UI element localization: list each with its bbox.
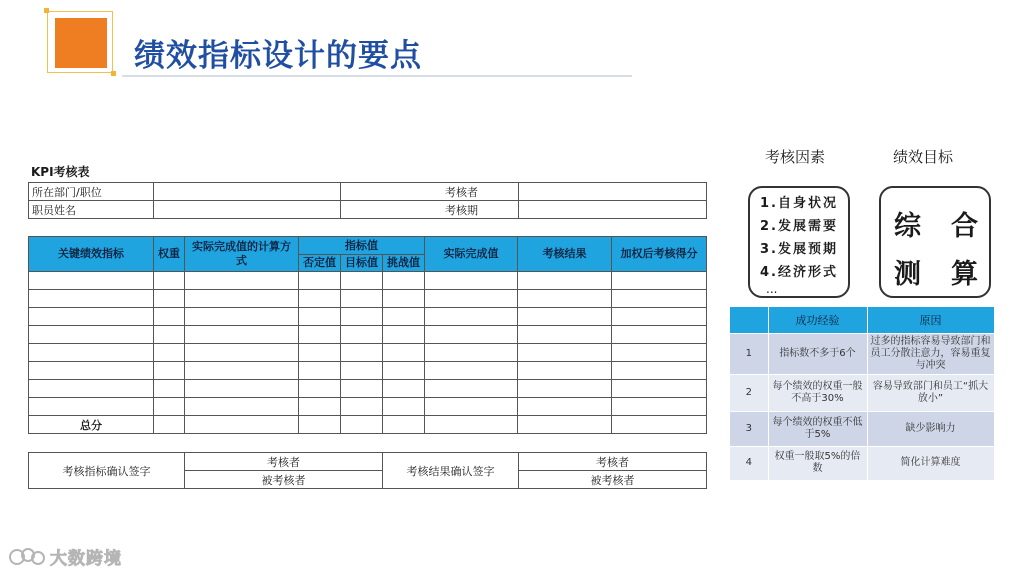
exp-experience: 权重一般取5%的倍数 [768, 446, 867, 480]
kpi-cell[interactable] [185, 308, 299, 326]
kpi-cell[interactable] [518, 380, 612, 398]
assessee-signature-field[interactable]: 被考核者 [519, 471, 707, 489]
assessor-signature-field[interactable]: 考核者 [519, 453, 707, 471]
kpi-cell[interactable] [383, 272, 425, 290]
exp-header-reason: 原因 [867, 307, 994, 333]
kpi-cell[interactable] [383, 308, 425, 326]
exp-header-experience: 成功经验 [768, 307, 867, 333]
watermark [8, 544, 122, 569]
kpi-cell[interactable] [383, 290, 425, 308]
column-header-indicator: 关键绩效指标 [29, 237, 154, 272]
kpi-cell[interactable] [154, 308, 185, 326]
kpi-cell[interactable] [29, 344, 154, 362]
info-label: 考核期 [341, 201, 519, 219]
kpi-assessment-form [28, 160, 706, 490]
kpi-cell[interactable] [185, 362, 299, 380]
kpi-cell[interactable] [518, 290, 612, 308]
exp-reason: 过多的指标容易导致部门和员工分散注意力，容易重复与冲突 [867, 333, 994, 374]
kpi-cell[interactable] [383, 398, 425, 416]
kpi-cell[interactable] [518, 362, 612, 380]
kpi-cell[interactable] [299, 398, 341, 416]
kpi-cell[interactable] [341, 308, 383, 326]
kpi-cell[interactable] [185, 272, 299, 290]
kpi-cell[interactable] [341, 362, 383, 380]
kpi-cell[interactable] [29, 290, 154, 308]
target-char: 算 [951, 259, 978, 290]
exp-reason: 缺少影响力 [867, 411, 994, 446]
kpi-cell[interactable] [29, 272, 154, 290]
kpi-cell[interactable] [29, 326, 154, 344]
watermark-text: 大数跨境 [50, 549, 122, 569]
total-cell[interactable] [154, 416, 185, 434]
kpi-cell[interactable] [425, 326, 518, 344]
total-cell[interactable] [518, 416, 612, 434]
target-char: 合 [951, 211, 978, 242]
kpi-cell[interactable] [185, 398, 299, 416]
kpi-cell[interactable] [29, 308, 154, 326]
targets-heading: 绩效目标 [893, 148, 954, 166]
factors-heading: 考核因素 [765, 148, 826, 166]
kpi-cell[interactable] [518, 272, 612, 290]
factor-ellipsis: ... [766, 282, 778, 296]
exp-reason: 简化计算难度 [867, 446, 994, 480]
kpi-cell[interactable] [154, 344, 185, 362]
kpi-row [29, 326, 707, 344]
kpi-cell[interactable] [341, 398, 383, 416]
exp-experience: 每个绩效的权重不低于5% [768, 411, 867, 446]
kpi-cell[interactable] [518, 308, 612, 326]
column-header-weighted-score: 加权后考核得分 [612, 237, 707, 272]
kpi-cell[interactable] [299, 344, 341, 362]
kpi-cell[interactable] [383, 326, 425, 344]
column-header-method: 实际完成值的计算方式 [185, 237, 299, 272]
kpi-cell[interactable] [425, 344, 518, 362]
total-cell[interactable] [612, 416, 707, 434]
title-divider [122, 75, 632, 77]
exp-experience: 每个绩效的权重一般不高于30% [768, 374, 867, 411]
targets-box [879, 186, 991, 298]
factor-item: 3.发展预期 [760, 242, 838, 257]
assessor-signature-field[interactable]: 考核者 [185, 453, 383, 471]
kpi-cell[interactable] [185, 326, 299, 344]
kpi-cell[interactable] [154, 290, 185, 308]
result-confirm-label: 考核结果确认签字 [383, 453, 519, 489]
kpi-cell[interactable] [154, 380, 185, 398]
kpi-cell[interactable] [612, 344, 707, 362]
target-char: 综 [894, 211, 921, 242]
info-value-cell[interactable] [519, 201, 707, 219]
column-header-veto: 否定值 [299, 255, 341, 272]
kpi-cell[interactable] [185, 344, 299, 362]
total-cell[interactable] [425, 416, 518, 434]
exp-row [730, 374, 994, 411]
kpi-cell[interactable] [299, 308, 341, 326]
kpi-cell[interactable] [612, 380, 707, 398]
kpi-cell[interactable] [612, 326, 707, 344]
kpi-cell[interactable] [383, 344, 425, 362]
total-row [29, 416, 707, 434]
factor-item: 1.自身状况 [760, 196, 838, 211]
exp-header-num [730, 307, 768, 333]
kpi-cell[interactable] [612, 290, 707, 308]
success-experience-table [730, 307, 995, 480]
exp-row [730, 411, 994, 446]
kpi-cell[interactable] [425, 290, 518, 308]
kpi-cell[interactable] [299, 380, 341, 398]
total-cell[interactable] [341, 416, 383, 434]
exp-num: 1 [730, 333, 768, 374]
kpi-cell[interactable] [425, 398, 518, 416]
factor-item: 2.发展需要 [760, 219, 838, 234]
kpi-cell[interactable] [612, 362, 707, 380]
kpi-cell[interactable] [341, 290, 383, 308]
kpi-cell[interactable] [29, 362, 154, 380]
kpi-row [29, 398, 707, 416]
kpi-row [29, 362, 707, 380]
kpi-cell[interactable] [299, 272, 341, 290]
kpi-cell[interactable] [425, 380, 518, 398]
exp-num: 3 [730, 411, 768, 446]
kpi-cell[interactable] [154, 272, 185, 290]
info-label: 职员姓名 [29, 201, 154, 219]
total-cell[interactable] [383, 416, 425, 434]
column-header-result: 考核结果 [518, 237, 612, 272]
kpi-row [29, 308, 707, 326]
factor-item: 4.经济形式 [760, 265, 838, 280]
kpi-cell[interactable] [425, 308, 518, 326]
column-header-actual: 实际完成值 [425, 237, 518, 272]
info-value-cell[interactable] [154, 201, 341, 219]
kpi-cell[interactable] [341, 380, 383, 398]
kpi-cell[interactable] [383, 362, 425, 380]
exp-row [730, 446, 994, 480]
kpi-cell[interactable] [612, 272, 707, 290]
exp-num: 2 [730, 374, 768, 411]
kpi-row [29, 344, 707, 362]
total-label: 总分 [29, 416, 154, 434]
kpi-cell[interactable] [341, 272, 383, 290]
assessee-signature-field[interactable]: 被考核者 [185, 471, 383, 489]
exp-row [730, 333, 994, 374]
exp-num: 4 [730, 446, 768, 480]
kpi-table-body [29, 272, 707, 416]
kpi-info-table [28, 182, 707, 219]
exp-experience: 指标数不多于6个 [768, 333, 867, 374]
column-header-challenge: 挑战值 [383, 255, 425, 272]
kpi-cell[interactable] [518, 326, 612, 344]
kpi-cell[interactable] [29, 380, 154, 398]
total-cell[interactable] [299, 416, 341, 434]
kpi-cell[interactable] [518, 344, 612, 362]
watermark-logo-icon [8, 546, 46, 568]
kpi-form-title: KPI考核表 [31, 165, 90, 179]
page-title: 绩效指标设计的要点 [134, 38, 422, 74]
kpi-cell[interactable] [299, 290, 341, 308]
target-char: 测 [894, 259, 921, 290]
indicator-confirm-label: 考核指标确认签字 [29, 453, 185, 489]
kpi-row [29, 272, 707, 290]
kpi-cell[interactable] [154, 326, 185, 344]
kpi-cell[interactable] [154, 362, 185, 380]
column-header-goal: 目标值 [341, 255, 383, 272]
info-row [29, 201, 707, 219]
info-value-cell[interactable] [519, 183, 707, 201]
kpi-cell[interactable] [341, 326, 383, 344]
kpi-main-table [28, 236, 707, 434]
kpi-row [29, 380, 707, 398]
kpi-cell[interactable] [612, 398, 707, 416]
kpi-cell[interactable] [299, 326, 341, 344]
total-cell[interactable] [185, 416, 299, 434]
column-header-weight: 权重 [154, 237, 185, 272]
title-decoration-dot [111, 71, 116, 76]
kpi-row [29, 290, 707, 308]
kpi-cell[interactable] [341, 344, 383, 362]
kpi-cell[interactable] [518, 398, 612, 416]
title-decoration-square [55, 18, 107, 68]
kpi-cell[interactable] [299, 362, 341, 380]
kpi-cell[interactable] [185, 290, 299, 308]
kpi-cell[interactable] [185, 380, 299, 398]
exp-reason: 容易导致部门和员工“抓大放小” [867, 374, 994, 411]
kpi-cell[interactable] [154, 398, 185, 416]
info-label: 所在部门/职位 [29, 183, 154, 201]
kpi-cell[interactable] [425, 362, 518, 380]
kpi-cell[interactable] [29, 398, 154, 416]
kpi-cell[interactable] [383, 380, 425, 398]
kpi-cell[interactable] [612, 308, 707, 326]
info-row [29, 183, 707, 201]
info-value-cell[interactable] [154, 183, 341, 201]
factors-box [748, 186, 850, 298]
info-label: 考核者 [341, 183, 519, 201]
signature-table [28, 452, 707, 489]
title-decoration-dot [44, 8, 49, 13]
kpi-cell[interactable] [425, 272, 518, 290]
column-header-target-group: 指标值 [299, 237, 425, 255]
